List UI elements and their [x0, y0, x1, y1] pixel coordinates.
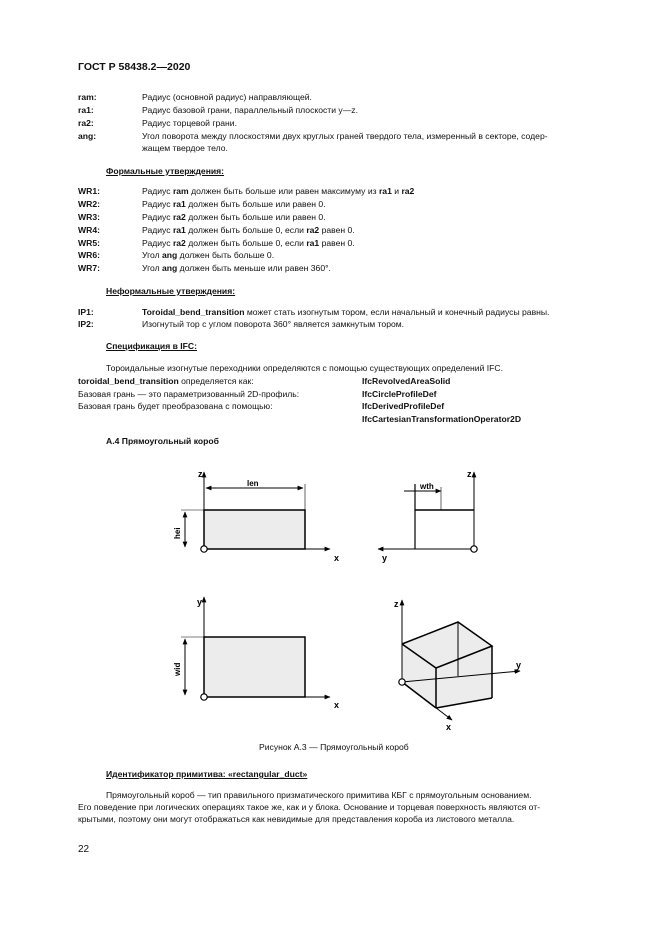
side-view-diagram: [378, 469, 477, 563]
rule-text: должен быть больше или равен максимуму из: [188, 186, 379, 196]
ifc-row1-term: toroidal_bend_transition: [78, 376, 179, 386]
y-label: y: [382, 553, 388, 563]
rule-text: Угол: [142, 263, 163, 273]
origin-point: [201, 694, 207, 700]
origin-point: [471, 546, 477, 552]
x-label: x: [334, 553, 340, 563]
rule-parameter: ra1: [378, 186, 392, 196]
len-label: len: [247, 479, 259, 488]
ifc-row1-value: IfcRevolvedAreaSolid: [362, 376, 451, 386]
param-def: Радиус торцевой грани.: [142, 118, 237, 128]
rule-text: Радиус: [142, 238, 173, 248]
box-shading: [402, 622, 492, 708]
formal-rule-id: WR6:: [78, 250, 100, 260]
ifc-row4-value: IfcCartesianTransformationOperator2D: [362, 414, 522, 424]
rule-text: равен 0.: [319, 225, 355, 235]
param-def: Угол поворота между плоскостями двух круглых граней твердого тела, измеренный в секторе, содер-: [142, 131, 548, 141]
ifc-row3-text: Базовая грань будет преобразована с помощью:: [78, 401, 273, 411]
param-def: Радиус базовой грани, параллельный плоскости y—z.: [142, 105, 358, 115]
figure-caption: Рисунок А.3 — Прямоугольный короб: [259, 742, 409, 752]
param-term: ra1:: [78, 105, 94, 115]
rule-text: Угол: [142, 250, 163, 260]
y-label: y: [197, 597, 203, 607]
ifc-row2-text: Базовая грань — это параметризованный 2D-профиль:: [78, 389, 300, 399]
param-def-continuation: жащем твердое тело.: [142, 143, 228, 153]
ip1-text: может стать изогнутым тором, если начальный и конечный радиусы равны.: [244, 307, 550, 317]
ifc-row3-value: IfcDerivedProfileDef: [362, 401, 445, 411]
hei-label: hei: [173, 527, 182, 539]
front-face: [204, 510, 305, 549]
top-face: [204, 637, 305, 697]
y-label: y: [516, 660, 522, 670]
formal-rule-id: WR3:: [78, 212, 100, 222]
rule-text: Радиус: [142, 212, 173, 222]
rule-parameter: ang: [162, 263, 178, 273]
rule-text: должен быть больше 0, если: [185, 225, 307, 235]
informal-rule-id: IP2:: [78, 319, 94, 329]
ifc-row1-desc: определяется как:: [178, 376, 254, 386]
rule-parameter: ra1: [172, 225, 186, 235]
rule-text: должен быть меньше или равен 360°.: [177, 263, 331, 273]
identifier-paragraph-line: крытыми, поэтому они могут отображаться как невидимые для представления короба из листового металла.: [78, 814, 515, 824]
rule-text: Радиус: [142, 199, 173, 209]
ifc-row2-value: IfcCircleProfileDef: [362, 389, 437, 399]
rule-text: должен быть больше или равен 0.: [185, 199, 326, 209]
formal-rule-id: WR4:: [78, 225, 100, 235]
wid-label: wid: [173, 662, 182, 676]
document-header: ГОСТ Р 58438.2—2020: [78, 61, 191, 73]
rule-text: Радиус: [142, 186, 173, 196]
z-label: z: [198, 469, 203, 479]
formal-rule-id: WR5:: [78, 238, 100, 248]
origin-point: [399, 679, 405, 685]
ifc-heading: Спецификация в IFC:: [106, 341, 197, 351]
rule-text: Радиус: [142, 225, 173, 235]
x-label: x: [334, 700, 340, 710]
section-title: A.4 Прямоугольный короб: [106, 436, 219, 446]
formal-rules-heading: Формальные утверждения:: [106, 166, 225, 176]
front-view-diagram: [173, 469, 339, 563]
rule-text: равен 0.: [319, 238, 355, 248]
z-label: z: [394, 599, 399, 609]
rule-parameter: ra2: [306, 225, 320, 235]
rule-parameter: ra1: [306, 238, 320, 248]
x-label: x: [446, 722, 452, 732]
informal-rule-text: Изогнутый тор с углом поворота 360° является замкнутым тором.: [142, 319, 405, 329]
origin-point: [201, 546, 207, 552]
param-term: ra2:: [78, 118, 94, 128]
param-term: ram:: [78, 92, 97, 102]
rule-parameter: ra2: [172, 238, 186, 248]
param-def: Радиус (основной радиус) направляющей.: [142, 92, 312, 102]
identifier-paragraph-line: Его поведение при логических операциях такое же, как и у блока. Основание и торцевая поверхность являются от-: [78, 802, 541, 812]
informal-rules-heading: Неформальные утверждения:: [106, 286, 236, 296]
rule-parameter: ra2: [172, 212, 186, 222]
rule-text: должен быть больше 0, если: [185, 238, 307, 248]
rule-text: должен быть больше или равен 0.: [185, 212, 326, 222]
rule-parameter: ra1: [172, 199, 186, 209]
z-label: z: [467, 469, 472, 479]
informal-rule-id: IP1:: [78, 307, 94, 317]
rule-parameter: ram: [172, 186, 189, 196]
rule-parameter: ang: [162, 250, 178, 260]
ip1-term: Toroidal_bend_transition: [142, 307, 245, 317]
top-view-diagram: [173, 597, 339, 710]
rule-parameter: ra2: [401, 186, 415, 196]
ifc-intro: Тороидальные изогнутые переходники определяются с помощью существующих определений IFC.: [106, 363, 503, 373]
wth-label: wth: [420, 482, 434, 491]
formal-rule-id: WR7:: [78, 263, 100, 273]
page-number: 22: [78, 844, 90, 855]
formal-rule-id: WR1:: [78, 186, 100, 196]
param-term: ang:: [78, 131, 97, 141]
rule-text: должен быть больше 0.: [177, 250, 275, 260]
formal-rule-id: WR2:: [78, 199, 100, 209]
isometric-duct-diagram: [394, 599, 521, 732]
rule-text: и: [391, 186, 402, 196]
identifier-paragraph-line: Прямоугольный короб — тип правильного призматического примитива КБГ с прямоугольным основанием.: [106, 790, 532, 800]
identifier-heading: Идентификатор примитива: «rectangular_duct»: [106, 769, 308, 779]
